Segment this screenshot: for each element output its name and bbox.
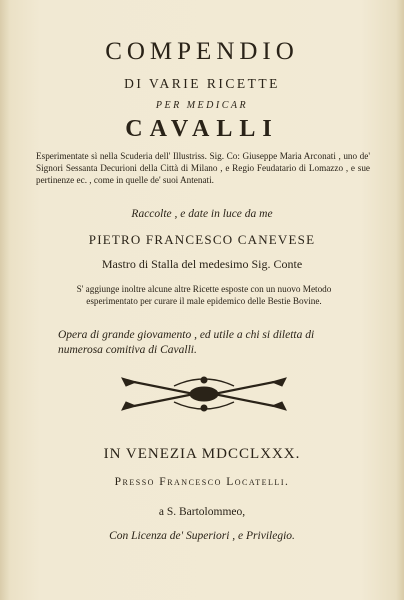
imprint-where: a S. Bartolommeo, — [158, 506, 246, 518]
author-name: PIETRO FRANCESCO CANEVESE — [88, 232, 316, 247]
dedication-paragraph: Opera di grande giovamento , ed utile a chi si diletta di numerosa comitiva di Cavalli. — [58, 329, 315, 356]
raccolte-line: Raccolte , e date in luce da me — [131, 208, 273, 220]
imprint-printer: Presso Francesco Locatelli. — [114, 476, 290, 488]
description-paragraph: Esperimentate sì nella Scuderia dell' Illustriss. Sig. Co: Giuseppe Maria Arconati , uno de' Signori Sessanta Decurioni della Città di Milano , e Regio Feudatario di Lomazzo , e sue pertinenze ec. , come in quelle de' suoi Antenati. — [36, 151, 370, 186]
title-cavalli: CAVALLI — [125, 116, 279, 142]
title-compendio: COMPENDIO — [105, 38, 299, 65]
crossed-quivers-ornament-icon — [114, 372, 294, 416]
title-per-medicar: PER MEDICAR — [155, 100, 249, 111]
addition-paragraph: S' aggiunge inoltre alcune altre Ricette esposte con un nuovo Metodo esperimentato per curare il male epidemico delle Bestie Bovine. — [76, 284, 332, 306]
author-role: Mastro di Stalla del medesimo Sig. Conte — [101, 257, 303, 271]
title-di-varie-ricette: DI VARIE RICETTE — [124, 76, 280, 91]
imprint-place: IN VENEZIA MDCCLXXX. — [103, 446, 301, 462]
imprint-licence: Con Licenza de' Superiori , e Privilegio. — [109, 530, 295, 542]
